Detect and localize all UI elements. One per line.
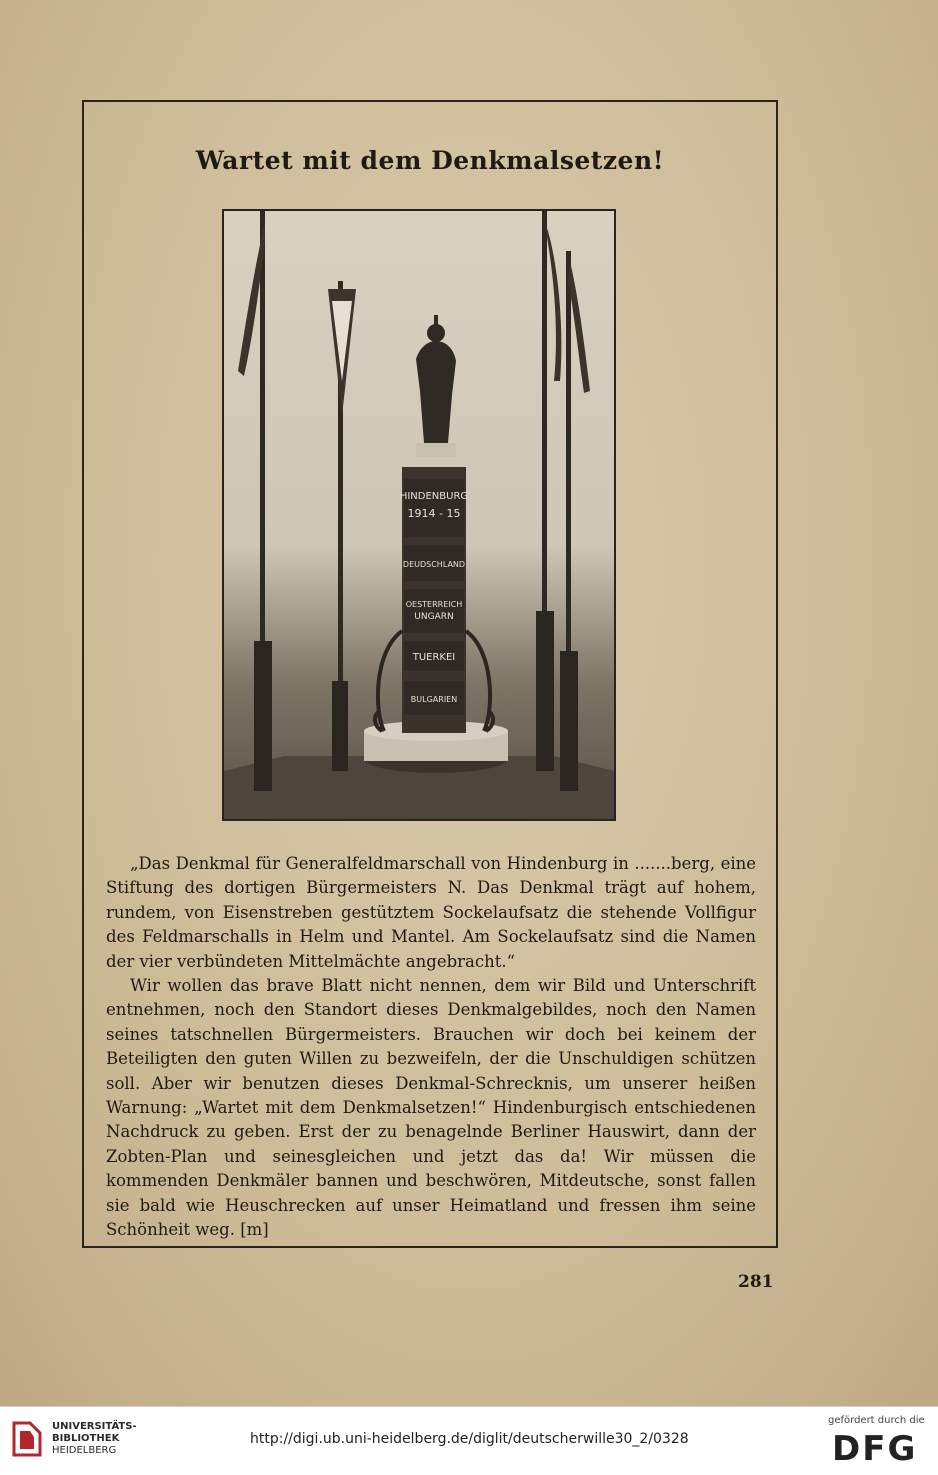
pole-left-outer bbox=[260, 211, 265, 651]
monument-photo bbox=[222, 209, 616, 821]
iron-strut-left bbox=[375, 631, 402, 731]
iron-strut-right bbox=[466, 631, 493, 731]
article-body bbox=[106, 852, 756, 1243]
funding-label: gefördert durch die bbox=[828, 1415, 925, 1426]
article-title: Wartet mit dem Denkmalsetzen! bbox=[195, 146, 665, 175]
inscription-1: HINDENBURG bbox=[399, 491, 469, 502]
library-name-line2: BIBLIOTHEK bbox=[52, 1433, 120, 1444]
pole-right-outer bbox=[566, 251, 571, 671]
inscription-2: 1914 - 15 bbox=[407, 507, 461, 520]
permalink-url[interactable]: http://digi.ub.uni-heidelberg.de/diglit/deutscherwille30_2/0328 bbox=[250, 1431, 689, 1447]
inscription-4: OESTERREICH bbox=[405, 600, 463, 609]
monument-illustration bbox=[224, 211, 614, 819]
inscription-3: DEUDSCHLAND bbox=[402, 560, 466, 569]
library-name-line1: UNIVERSITÄTS- bbox=[52, 1421, 137, 1432]
hindenburg-figure bbox=[416, 341, 456, 443]
helmet-spike bbox=[434, 315, 438, 325]
post-left-inner bbox=[332, 681, 348, 771]
library-name-line3: HEIDELBERG bbox=[52, 1445, 117, 1456]
inscription-6: TUERKEI bbox=[412, 652, 456, 663]
page-frame bbox=[82, 100, 778, 1248]
paragraph-commentary: Wir wollen das brave Blatt nicht nennen, dem wir Bild und Unterschrift entnehmen, noch den Standort dieses Denkmalgebildes, noch den Namen seines tatschnellen Bürgermeisters. Brauchen wir doch bei keinem der Beteiligten den guten Willen zu bezweifeln, der die Unschuldigen schützen soll. Aber wir benutzen dieses Denkmal-Schrecknis, um unserer heißen Warnung: „Wartet mit dem Denkmalsetzen!“ Hindenburgisch entschiedenen Nachdruck zu geben. Erst der zu benagelnde Berliner Hauswirt, dann der Zobten-Plan und seinesgleichen und jetzt das da! Wir müssen die kommenden Denkmäler bannen und beschwören, Mitdeutsche, sonst fallen sie bald wie Heuschrecken auf unser Heimatland und fressen ihm seine Schönheit weg. [m] bbox=[106, 976, 756, 1240]
paragraph-quote: „Das Denkmal für Generalfeldmarschall von Hindenburg in .......berg, eine Stiftung des dortigen Bürgermeisters N. Das Denkmal trägt auf hohem, rundem, von Eisenstreben gestütztem Sockelaufsatz die stehende Vollfigur des Feldmarschalls in Helm und Mantel. Am Sockelaufsatz sind die Namen der vier verbündeten Mittelmächte angebracht.“ bbox=[106, 854, 756, 971]
post-right-inner bbox=[536, 611, 554, 771]
dfg-logo: DFG bbox=[832, 1429, 918, 1469]
figure-head bbox=[427, 324, 445, 342]
post-left-outer bbox=[254, 641, 272, 791]
pole-right-inner bbox=[542, 211, 547, 631]
post-right-outer bbox=[560, 651, 578, 791]
pennant-right-outer bbox=[568, 261, 590, 393]
library-name bbox=[52, 1421, 137, 1457]
page-number: 281 bbox=[738, 1272, 774, 1292]
inscription-7: BULGARIEN bbox=[410, 695, 458, 704]
digitization-footer bbox=[0, 1406, 938, 1475]
inscription-5: UNGARN bbox=[414, 612, 454, 622]
university-library-logo-icon bbox=[10, 1419, 44, 1459]
